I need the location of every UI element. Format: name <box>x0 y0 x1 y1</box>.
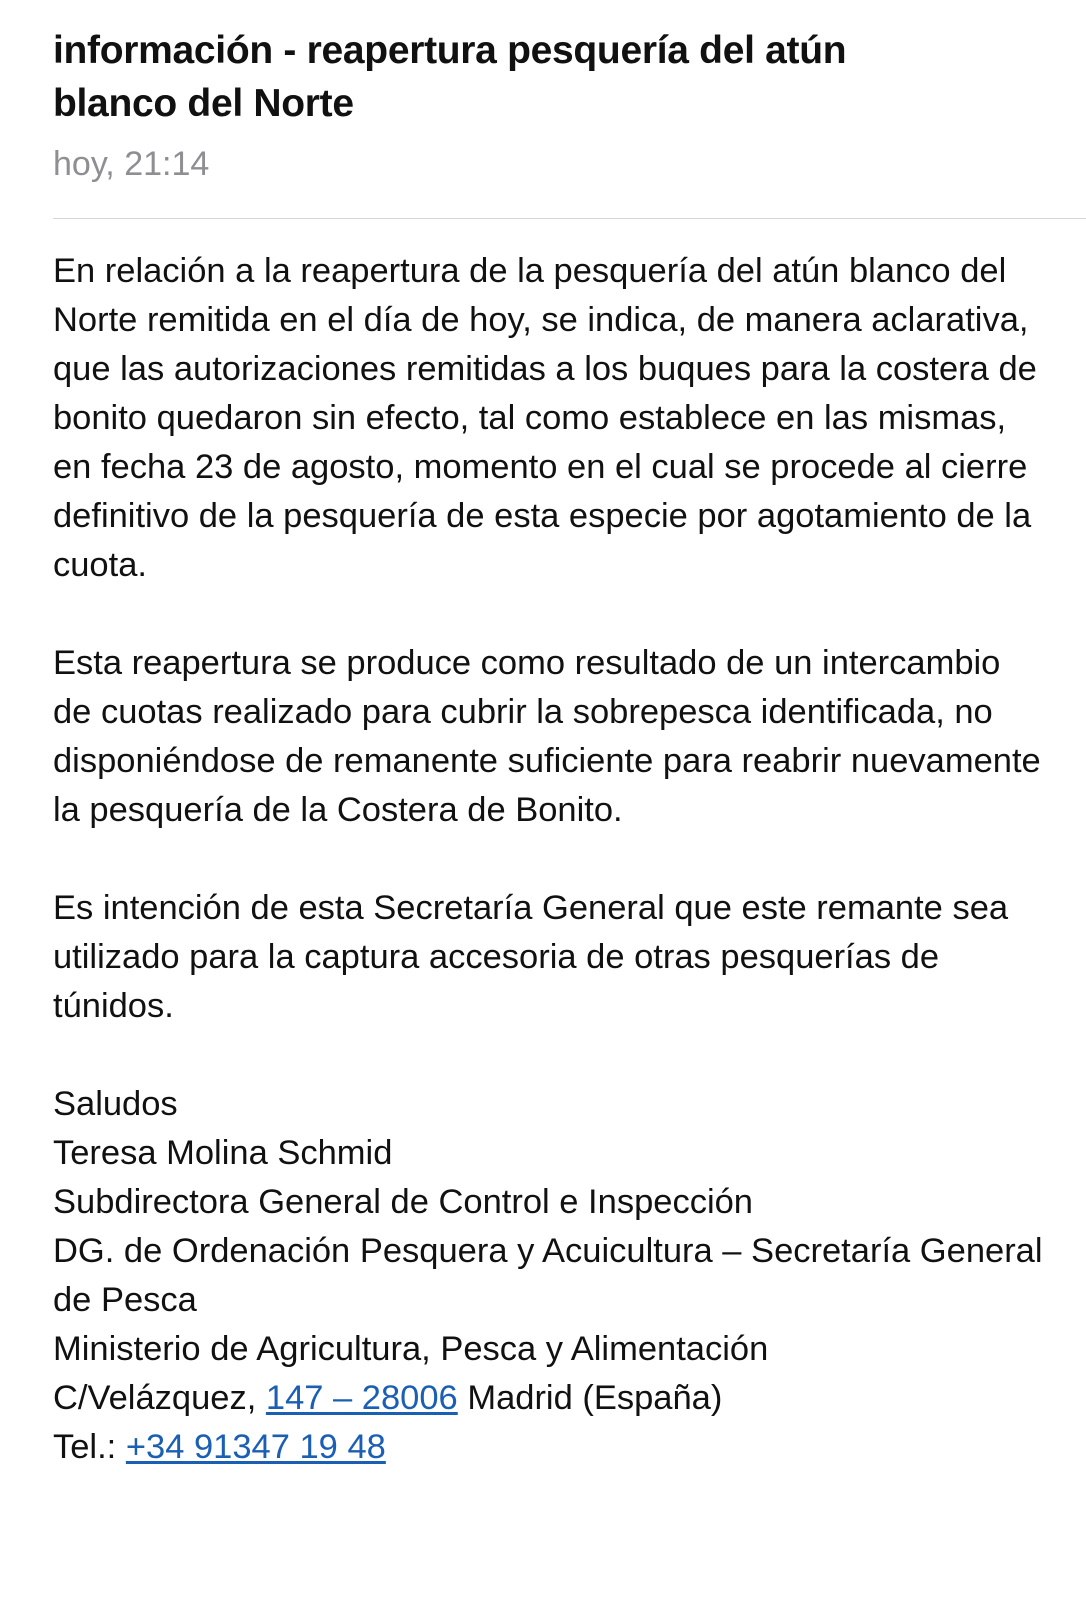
email-signature <box>53 1080 1043 1472</box>
email-date: hoy, 21:14 <box>53 145 210 183</box>
signature-ministry: Ministerio de Agricultura, Pesca y Alimentación <box>53 1330 769 1368</box>
body-paragraph-1: En relación a la reapertura de la pesquería del atún blanco del Norte remitida en el día de hoy, se indica, de manera aclarativa, que las autorizaciones remitidas a los buques para la costera de bonito quedaron sin efecto, tal como establece en las mismas, en fecha 23 de agosto, momento en el cual se procede al cierre definitivo de la pesquería de esta especie por agotamiento de la cuota. <box>53 252 1037 584</box>
signature-department: DG. de Ordenación Pesquera y Acuicultura – Secretaría General de Pesca <box>53 1232 1043 1319</box>
greeting: Saludos <box>53 1085 178 1123</box>
signature-name: Teresa Molina Schmid <box>53 1134 393 1172</box>
phone-label: Tel.: <box>53 1428 126 1466</box>
body-paragraph-3: Es intención de esta Secretaría General que este remante sea utilizado para la captura accesoria de otras pesquerías de túnidos. <box>53 889 1009 1025</box>
phone-number-link[interactable]: +34 91347 19 48 <box>125 1428 386 1466</box>
address-city: Madrid (España) <box>457 1379 723 1417</box>
address-number-link[interactable]: 147 – 28006 <box>265 1379 458 1417</box>
email-header <box>53 24 1053 184</box>
header-divider <box>53 218 1086 219</box>
signature-title: Subdirectora General de Control e Inspección <box>53 1183 753 1221</box>
email-subject: información - reapertura pesquería del atún blanco del Norte <box>53 29 847 125</box>
email-body <box>53 247 1043 1472</box>
address-street: C/Velázquez, <box>53 1379 266 1417</box>
body-paragraph-2: Esta reapertura se produce como resultado de un intercambio de cuotas realizado para cubrir la sobrepesca identificada, no disponiéndose de remanente suficiente para reabrir nuevamente la pesquería de la Costera de Bonito. <box>53 644 1041 829</box>
signature-phone <box>53 1423 1043 1472</box>
signature-address <box>53 1374 1043 1423</box>
